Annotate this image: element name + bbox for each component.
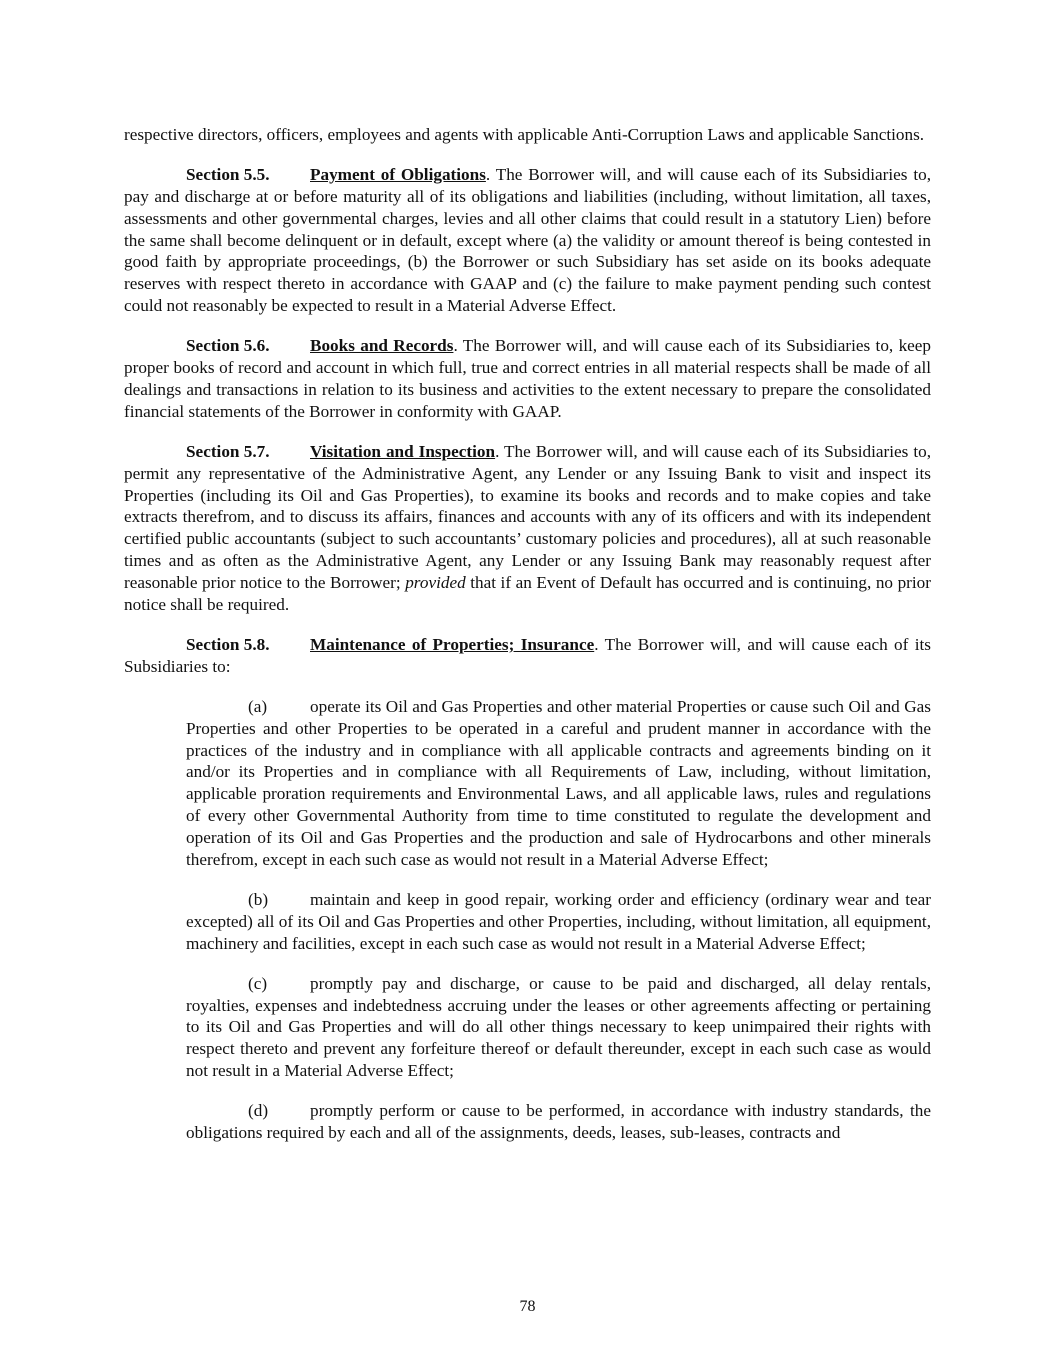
section-5-7 <box>124 441 931 615</box>
item-text: operate its Oil and Gas Properties and other material Properties or cause such Oil and Gas Properties and other Properties to be operated in a careful and prudent manner in accordance with the practices of the industry and in compliance with all applicable contracts and agreements binding on it and/or its Properties and in compliance with all Requirements of Law, including, without limitation, applicable proration requirements and Environmental Laws, and all applicable laws, rules and regulations of every other Governmental Authority from time to time constituted to regulate the development and operation of its Oil and Gas Properties and the production and sale of Hydrocarbons and other minerals therefrom, except in each such case as would not result in a Material Adverse Effect; <box>186 697 931 869</box>
page-number: 78 <box>519 1298 536 1315</box>
item-label: (b) <box>248 889 269 909</box>
item-label: (d) <box>248 1101 269 1121</box>
section-number: Section 5.6. <box>186 336 270 356</box>
item-label: (c) <box>248 973 268 993</box>
section-title: Maintenance of Properties; Insurance <box>310 634 595 654</box>
item-label: (a) <box>248 697 268 717</box>
list-item-c <box>186 973 931 1082</box>
list-item-b <box>186 889 931 954</box>
section-title: Visitation and Inspection <box>310 442 496 462</box>
section-number: Section 5.7. <box>186 442 270 462</box>
section-body: . The Borrower will, and will cause each of its Subsidiaries to, keep proper books of record and account in which full, true and correct entries in all material respects shall be made of all dealings and transactions in relation to its business and activities to the extent necessary to prepare the consolidated financial statements of the Borrower in conformity with GAAP. <box>124 336 932 421</box>
section-title: Books and Records <box>310 336 454 356</box>
item-text: maintain and keep in good repair, working order and efficiency (ordinary wear and tear excepted) all of its Oil and Gas Properties and other Properties, including, without limitation, all equipment, machinery and facilities, except in each such case as would not result in a Material Adverse Effect; <box>186 889 931 953</box>
section-body-tail: that if an Event of Default has occurred and is continuing, no prior notice shall be required. <box>124 572 931 614</box>
section-5-6 <box>124 335 931 422</box>
continuation-paragraph: respective directors, officers, employees and agents with applicable Anti-Corruption Laws and applicable Sanctions. <box>124 125 925 144</box>
section-title: Payment of Obligations <box>310 165 486 185</box>
section-body: . The Borrower will, and will cause each of its Subsidiaries to, pay and discharge at or before maturity all of its obligations and liabilities (including, without limitation, all taxes, assessments and other governmental charges, levies and all other claims that could result in a statutory Lien) before the same shall become delinquent or in default, except where (a) the validity or amount thereof is being contested in good faith by appropriate proceedings, (b) the Borrower or such Subsidiary has set aside on its books adequate reserves with respect thereto in accordance with GAAP and (c) the failure to make payment pending such contest could not reasonably be expected to result in a Material Adverse Effect. <box>124 165 931 316</box>
section-5-5 <box>124 164 931 317</box>
item-text: promptly pay and discharge, or cause to be paid and discharged, all delay rentals, royalties, expenses and indebtedness accruing under the leases or other agreements affecting or pertaining to its Oil and Gas Properties and will do all other things necessary to keep unimpaired their rights with respect thereto and prevent any forfeiture thereof or default thereunder, except in each such case as would not result in a Material Adverse Effect; <box>186 973 931 1080</box>
section-number: Section 5.5. <box>186 165 270 185</box>
section-body: . The Borrower will, and will cause each of its Subsidiaries to, permit any representative of the Administrative Agent, any Lender or any Issuing Bank to visit and inspect its Properties (including its Oil and Gas Properties), to examine its books and records and to make copies and take extracts therefrom, and to discuss its affairs, finances and accounts with any of its officers and with its independent certified public accountants (subject to such accountants’ customary policies and procedures), all at such reasonable times and as often as the Administrative Agent, any Lender or any Issuing Bank may reasonably request after reasonable prior notice to the Borrower; <box>124 442 931 592</box>
document-page <box>124 124 931 1162</box>
section-body: . The Borrower will, and will cause each of its Subsidiaries to: <box>124 634 931 676</box>
item-text: promptly perform or cause to be performed, in accordance with industry standards, the obligations required by each and all of the assignments, deeds, leases, sub-leases, contracts and <box>186 1101 931 1143</box>
section-5-8 <box>124 634 931 678</box>
list-item-a <box>186 696 931 870</box>
list-item-d <box>186 1100 931 1144</box>
section-number: Section 5.8. <box>186 634 270 654</box>
provided-term: provided <box>405 572 466 592</box>
